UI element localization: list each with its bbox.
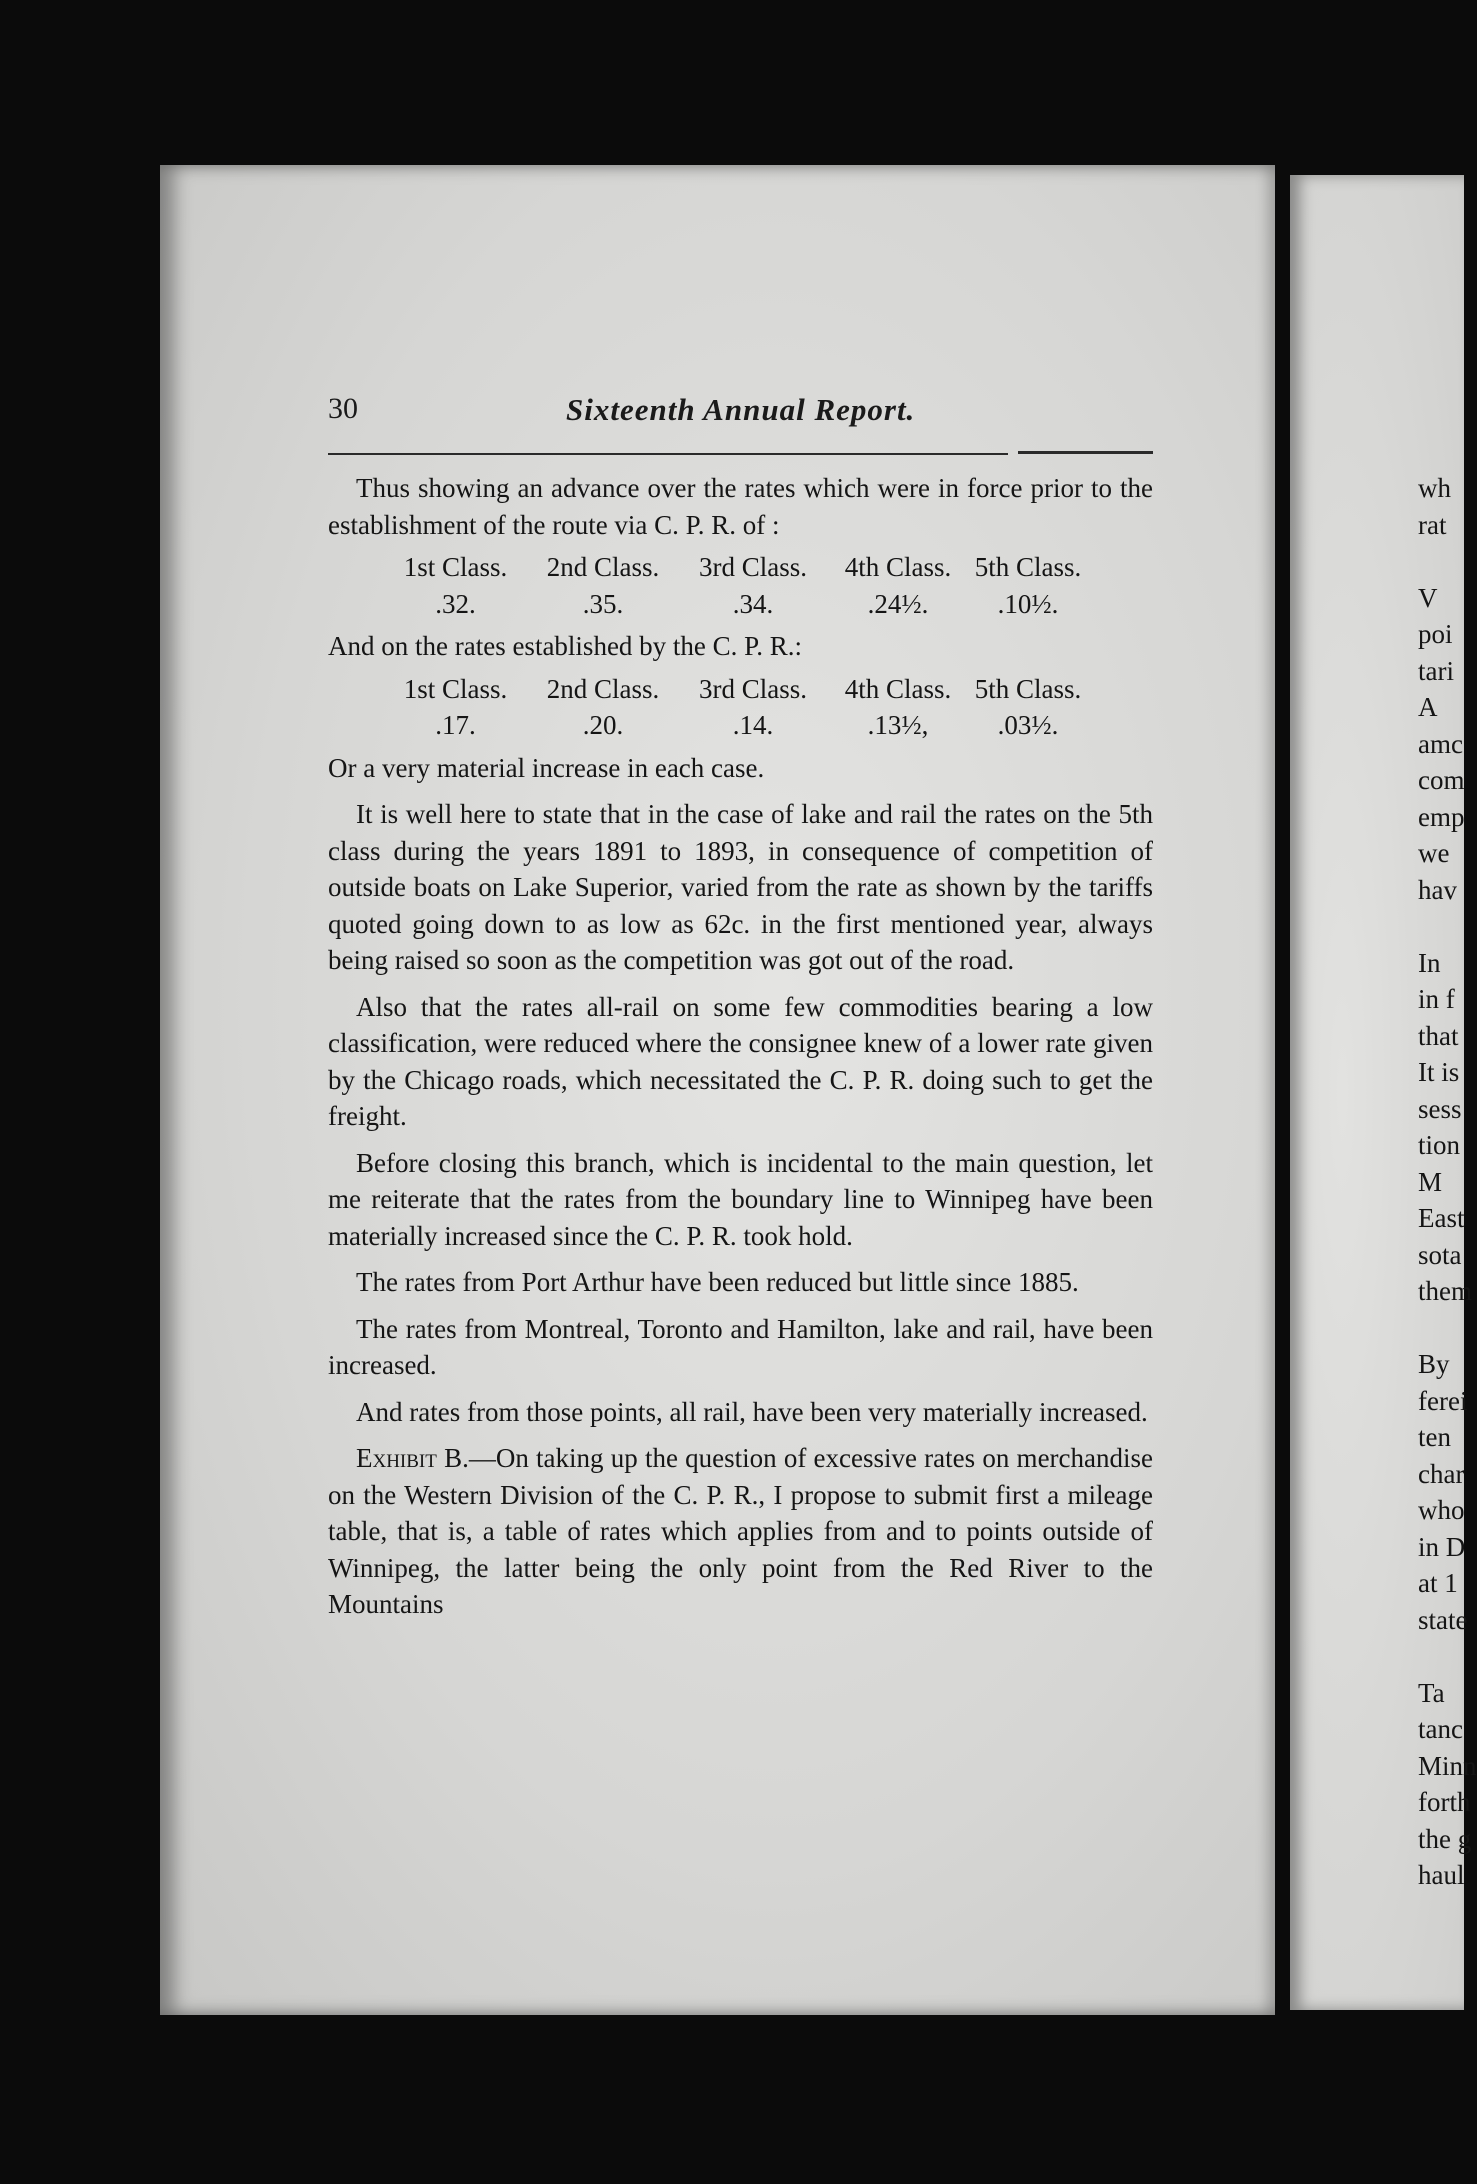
exhibit-text: —On taking up the question of excessive rates on merchandise on the Western Division of the C. P. R., I propose to submit first a mileage table, that is, a table of rates which applies from and to points outside of Winnipeg, the latter being the only point from the Red River to the Mountains: [328, 1443, 1153, 1619]
right-fragment: It is: [1418, 1057, 1460, 1087]
body-text: [328, 470, 1153, 1623]
right-fragment: in f: [1418, 984, 1455, 1014]
right-fragment: Minn: [1418, 1750, 1477, 1781]
page-header: [328, 392, 1153, 436]
paragraph: The rates from Montreal, Toronto and Hamilton, lake and rail, have been increased.: [328, 1313, 1153, 1380]
right-fragment: In: [1418, 947, 1441, 978]
right-fragment: com: [1418, 765, 1465, 795]
rates-table-prior: [383, 549, 1153, 622]
right-fragment: the g: [1418, 1823, 1472, 1854]
rate-class: 3rd Class.: [699, 552, 807, 582]
rate-value: .03½.: [997, 710, 1059, 740]
right-fragment: M: [1418, 1166, 1443, 1197]
rate-value: .14.: [732, 710, 774, 740]
right-fragment: rat: [1418, 509, 1447, 540]
paragraph: Or a very material increase in each case.: [328, 752, 765, 783]
exhibit-paragraph: [328, 1440, 1153, 1623]
rate-class: 2nd Class.: [546, 552, 660, 582]
right-fragment: By: [1418, 1349, 1450, 1379]
rate-value: .13½,: [867, 710, 929, 740]
right-fragment: ten: [1418, 1422, 1451, 1452]
rate-value: .35.: [582, 588, 624, 619]
paragraph: And rates from those points, all rail, have been very materially increased.: [356, 1396, 1148, 1427]
rate-value: .20.: [582, 710, 624, 740]
right-fragment: them: [1418, 1276, 1472, 1306]
right-fragment: [1418, 1638, 1477, 1675]
right-fragment: amc: [1418, 728, 1463, 759]
right-fragment: [1418, 908, 1477, 945]
right-fragment: char: [1418, 1458, 1465, 1489]
right-fragment: East: [1418, 1203, 1465, 1233]
rate-class: 3rd Class.: [699, 673, 807, 704]
right-fragment: Ta: [1418, 1677, 1445, 1708]
rates-table-cpr: [383, 671, 1153, 744]
rate-value: .32.: [435, 588, 476, 619]
rate-value: .17.: [435, 710, 476, 740]
right-fragment: tion: [1418, 1130, 1461, 1160]
paragraph: The rates from Port Arthur have been reduced but little since 1885.: [356, 1267, 1079, 1297]
mid-paragraph: And on the rates established by the C. P. R.:: [328, 631, 802, 661]
right-fragment: in D: [1418, 1531, 1466, 1562]
right-page-text: [1418, 470, 1477, 1894]
page-number: 30: [328, 392, 358, 425]
right-fragment: [1418, 1310, 1477, 1347]
right-fragment: haul: [1418, 1860, 1465, 1890]
right-fragment: tanc: [1418, 1714, 1463, 1744]
paragraph: Also that the rates all-rail on some few commodities bearing a low classification, were reduced where the consignee knew of a lower rate given by the Chicago roads, which necessitated the C. P. R. doing such to get the freight.: [328, 991, 1153, 1131]
rate-value: .24½.: [867, 588, 929, 619]
right-fragment: that: [1418, 1020, 1459, 1051]
right-fragment: poi: [1418, 619, 1453, 649]
exhibit-label: Exhibit B.: [356, 1443, 469, 1473]
right-fragment: sess: [1418, 1093, 1462, 1124]
right-fragment: A: [1418, 692, 1438, 722]
right-fragment: wh: [1418, 473, 1451, 503]
right-fragment: sota: [1418, 1239, 1462, 1270]
rate-class: 1st Class.: [403, 673, 508, 704]
right-fragment: tari: [1418, 655, 1454, 686]
right-fragment: hav: [1418, 874, 1457, 905]
running-head: Sixteenth Annual Report.: [566, 392, 916, 427]
header-rule-short: [1018, 451, 1153, 454]
rate-class: 5th Class.: [974, 673, 1082, 704]
rate-class: 5th Class.: [974, 552, 1082, 582]
right-fragment: who: [1418, 1495, 1465, 1525]
rate-value: .34.: [732, 588, 774, 619]
intro-paragraph: Thus showing an advance over the rates which were in force prior to the establishment of the route via C. P. R. of :: [328, 473, 1153, 540]
rate-class: 1st Class.: [403, 552, 508, 582]
right-fragment: at 1: [1418, 1568, 1458, 1598]
rate-value: .10½.: [997, 588, 1059, 619]
rate-class: 4th Class.: [844, 552, 952, 582]
rate-class: 2nd Class.: [546, 673, 660, 704]
right-fragment: V: [1418, 582, 1438, 613]
right-fragment: forth: [1418, 1787, 1471, 1817]
right-fragment: emp: [1418, 801, 1465, 832]
right-fragment: state: [1418, 1604, 1468, 1635]
right-fragment: we: [1418, 838, 1450, 868]
rate-class: 4th Class.: [844, 673, 952, 704]
paragraph: It is well here to state that in the case of lake and rail the rates on the 5th class during the years 1891 to 1893, in consequence of competition of outside boats on Lake Superior, varied from the rate as shown by the tariffs quoted going down to as low as 62c. in the first mentioned year, always being raised so soon as the competition was got out of the road.: [328, 799, 1153, 975]
right-fragment: ferei: [1418, 1385, 1468, 1416]
right-fragment: [1418, 543, 1477, 580]
paragraph: Before closing this branch, which is incidental to the main question, let me reiterate that the rates from the boundary line to Winnipeg have been materially increased since the C. P. R. took hold.: [328, 1147, 1153, 1251]
header-rule: [328, 453, 1008, 455]
